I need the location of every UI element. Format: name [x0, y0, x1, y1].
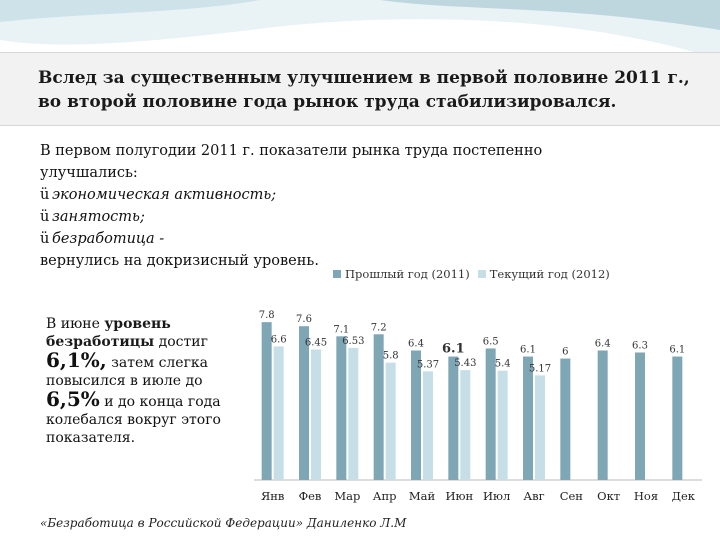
bar-2012	[311, 349, 321, 480]
x-tick-label: Дек	[671, 489, 696, 503]
data-label-2012: 5.37	[416, 359, 440, 371]
unemployment-bar-chart	[248, 300, 708, 512]
x-tick-label: Апр	[372, 489, 397, 503]
note-value-july: 6,5%	[46, 387, 100, 411]
bar-2012	[386, 363, 396, 480]
data-label-2011: 6	[562, 346, 569, 358]
data-label-2011: 7.6	[296, 314, 312, 326]
data-label-2011: 6.1	[669, 344, 686, 356]
data-label-2011: 6.3	[632, 340, 648, 352]
data-label-2011: 6.4	[594, 338, 611, 350]
bullet-text: экономическая активность;	[52, 187, 277, 203]
data-label-2012: 6.53	[342, 335, 365, 347]
data-label-2012: 5.4	[494, 358, 511, 370]
check-icon: ü	[40, 231, 50, 247]
x-tick-label: Июл	[482, 489, 511, 503]
note-text: и до конца года колебался вокруг этого показателя.	[46, 394, 221, 446]
bar-2012	[498, 371, 508, 480]
data-label-2011: 6.5	[482, 336, 499, 348]
data-label-2011: 7.8	[258, 310, 275, 322]
header-decoration	[0, 0, 720, 60]
data-label-2011: 7.2	[370, 322, 387, 334]
x-tick-label: Сен	[559, 489, 583, 503]
intro-block	[40, 140, 640, 272]
x-tick-label: Мар	[334, 489, 361, 503]
legend-swatch-prev	[333, 270, 341, 278]
x-tick-label: Ноя	[633, 489, 659, 503]
note-value-june: 6,1%,	[46, 348, 107, 372]
data-label-2011: 7.1	[333, 324, 350, 336]
note-text: затем слегка повысился в июле до	[46, 355, 209, 389]
bullet-unemployment	[40, 228, 640, 250]
check-icon: ü	[40, 187, 50, 203]
intro-line: В первом полугодии 2011 г. показатели рынка труда постепенно улучшались:	[40, 143, 543, 181]
bar-2012	[460, 370, 470, 480]
x-tick-label: Фев	[298, 489, 322, 503]
bar-2011	[299, 326, 309, 480]
bar-2011	[336, 336, 346, 480]
bullet-text: занятость;	[52, 209, 145, 225]
legend-label-prev: Прошлый год (2011)	[345, 267, 470, 281]
data-label-2011: 6.1	[520, 344, 536, 356]
check-icon: ü	[40, 209, 50, 225]
bar-2011	[262, 322, 272, 480]
data-label-2012: 6.6	[270, 334, 287, 346]
bar-2012	[423, 371, 433, 480]
data-label-2011: 6.1	[442, 341, 465, 357]
bar-2011	[523, 357, 533, 480]
bar-2011	[448, 357, 458, 480]
x-tick-label: Июн	[445, 489, 474, 503]
bar-2012	[348, 348, 358, 480]
data-label-2012: 5.43	[454, 358, 477, 370]
bar-2011	[598, 350, 608, 480]
note-text: В июне	[46, 316, 105, 332]
bar-2012	[535, 375, 545, 480]
legend-label-curr: Текущий год (2012)	[489, 267, 610, 281]
source-citation: «Безработица в Российской Федерации» Даниленко Л.М	[40, 516, 407, 530]
bullet-activity	[40, 184, 640, 206]
bullet-employment	[40, 206, 640, 228]
bar-2011	[560, 359, 570, 480]
note-text: достиг	[154, 334, 208, 350]
unemployment-note	[46, 315, 246, 447]
bar-2011	[672, 357, 682, 480]
data-label-2011: 6.4	[408, 338, 424, 350]
x-tick-label: Май	[408, 489, 436, 503]
legend-item-prev	[333, 267, 470, 281]
bar-2012	[274, 346, 284, 480]
slide-title: Вслед за существенным улучшением в первой половине 2011 г., во второй половине года рынок труда стабилизировался.	[38, 68, 690, 112]
bullet-text: безработица -	[52, 231, 165, 247]
data-label-2012: 5.17	[528, 363, 552, 375]
x-tick-label: Авг	[523, 489, 545, 503]
data-label-2012: 6.45	[304, 337, 328, 349]
x-tick-label: Янв	[260, 489, 285, 503]
chart-legend	[333, 267, 610, 281]
legend-swatch-curr	[478, 270, 486, 278]
legend-item-curr	[478, 267, 610, 281]
intro-conclusion: вернулись на докризисный уровень.	[40, 253, 319, 269]
note-highlight: уровень безработицы	[46, 316, 171, 350]
data-label-2012: 5.8	[382, 350, 399, 362]
x-tick-label: Окт	[597, 489, 621, 503]
bar-2011	[635, 353, 645, 481]
